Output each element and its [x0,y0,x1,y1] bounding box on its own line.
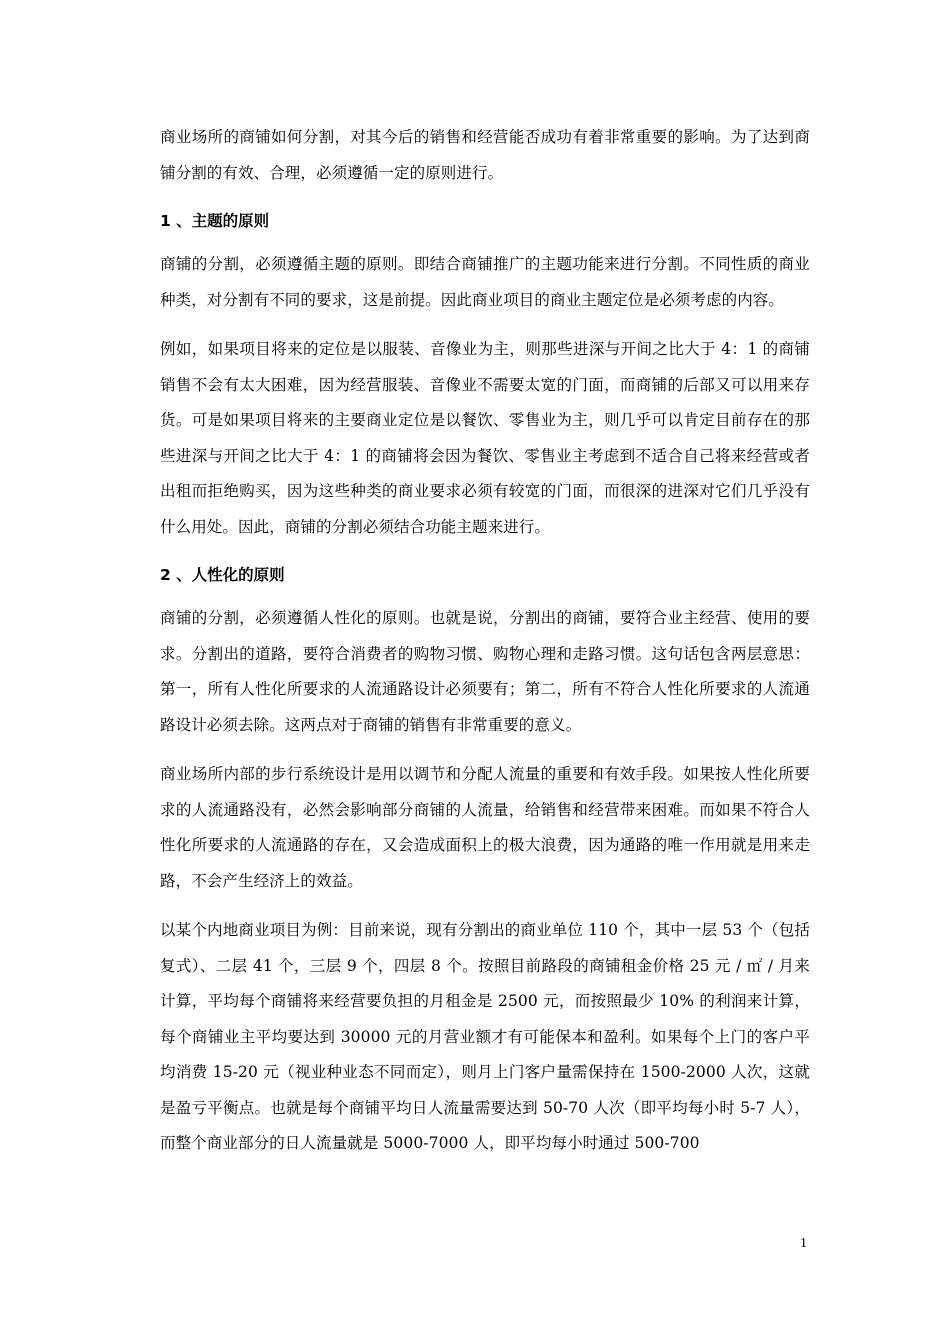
theme-paragraph-2: 例如，如果项目将来的定位是以服装、音像业为主，则那些进深与开间之比大于 4：1 的商铺销售不会有太大困难，因为经营服装、音像业不需要太宽的门面，而商铺的后部又可以用来存货。可是如果项目将来的主要商业定位是以餐饮、零售业为主，则几乎可以肯定目前存在的那些进深与开间之比大于 4：1 的商铺将会因为餐饮、零售业主考虑到不适合自己将来经营或者出租而拒绝购买，因为这些种类的商业要求必须有较宽的门面，而很深的进深对它们几乎没有什么用处。因此，商铺的分割必须结合功能主题来进行。 [160,340,810,536]
intro-paragraph: 商业场所的商铺如何分割，对其今后的销售和经营能否成功有着非常重要的影响。为了达到商铺分割的有效、合理，必须遵循一定的原则进行。 [160,128,810,182]
humanization-paragraph-1: 商铺的分割，必须遵循人性化的原则。也就是说，分割出的商铺，要符合业主经营、使用的要求。分割出的道路，要符合消费者的购物习惯、购物心理和走路习惯。这句话包含两层意思：第一，所有人性化所要求的人流通路设计必须要有；第二，所有不符合人性化所要求的人流通路设计必须去除。这两点对于商铺的销售有非常重要的意义。 [160,609,810,734]
page-number: 1 [800,1236,807,1251]
humanization-paragraph-2: 商业场所内部的步行系统设计是用以调节和分配人流量的重要和有效手段。如果按人性化所要求的人流通路没有，必然会影响部分商铺的人流量，给销售和经营带来困难。而如果不符合人性化所要求的人流通路的存在，又会造成面积上的极大浪费，因为通路的唯一作用就是用来走路，不会产生经济上的效益。 [160,765,810,890]
document-body [160,120,810,1176]
section-heading-theme: 1 、主题的原则 [160,212,270,230]
section-heading-humanization: 2 、人性化的原则 [160,566,285,584]
theme-paragraph-1: 商铺的分割，必须遵循主题的原则。即结合商铺推广的主题功能来进行分割。不同性质的商业种类，对分割有不同的要求，这是前提。因此商业项目的商业主题定位是必须考虑的内容。 [160,255,810,309]
humanization-paragraph-3: 以某个内地商业项目为例：目前来说，现有分割出的商业单位 110 个，其中一层 53 个（包括复式）、二层 41 个，三层 9 个，四层 8 个。按照目前路段的商铺租金价格 25 元 / ㎡ / 月来计算，平均每个商铺将来经营要负担的月租金是 2500 元，而按照最少 10% 的利润来计算，每个商铺业主平均要达到 30000 元的月营业额才有可能保本和盈利。如果每个上门的客户平均消费 15-20 元（视业种业态不同而定），则月上门客户量需保持在 1500-2000 人次，这就是盈亏平衡点。也就是每个商铺平均日人流量需要达到 50-70 人次（即平均每小时 5-7 人），而整个商业部分的日人流量就是 5000-7000 人，即平均每小时通过 500-700 [160,921,810,1152]
